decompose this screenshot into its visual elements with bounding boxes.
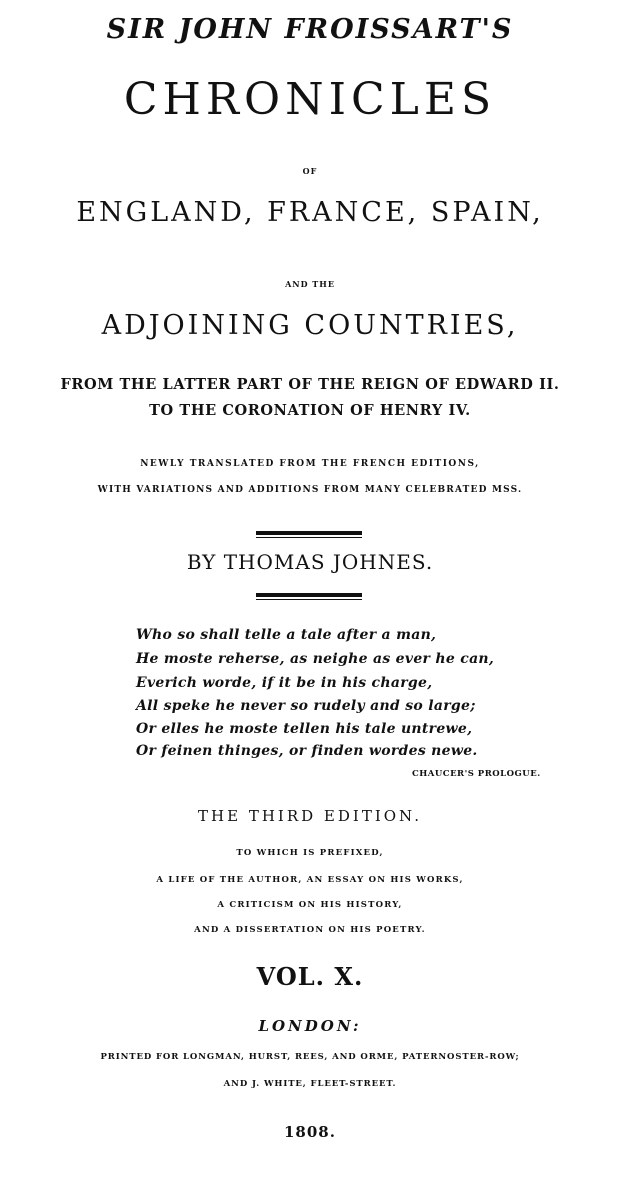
printer-line-1: PRINTED FOR LONGMAN, HURST, REES, AND ORME, PATERNOSTER-ROW;	[100, 1052, 520, 1062]
period-line-1: FROM THE LATTER PART OF THE REIGN OF EDWARD II.	[60, 376, 560, 393]
adjoining-countries-line: ADJOINING COUNTRIES,	[101, 310, 519, 341]
of-word: OF	[302, 166, 318, 176]
prefix-line: A CRITICISM ON HIS HISTORY,	[217, 900, 403, 910]
publication-year: 1808.	[284, 1123, 336, 1141]
countries-line: ENGLAND, FRANCE, SPAIN,	[76, 197, 544, 228]
verse-line: Who so shall telle a tale after a man,	[136, 627, 437, 643]
verse-line: Or elles he moste tellen his tale untrewe,	[136, 721, 473, 737]
main-title: CHRONICLES	[123, 74, 497, 125]
prefix-line: TO WHICH IS PREFIXED,	[236, 848, 384, 858]
printer-line-2: AND J. WHITE, FLEET-STREET.	[223, 1079, 397, 1089]
byline: BY THOMAS JOHNES.	[186, 550, 434, 574]
verse-line: All speke he never so rudely and so large;	[136, 698, 476, 714]
period-line-2: TO THE CORONATION OF HENRY IV.	[149, 402, 471, 419]
volume-label: VOL. X.	[256, 962, 364, 991]
verse-line: He moste reherse, as neighe as ever he can,	[136, 651, 495, 667]
edition-line: THE THIRD EDITION.	[198, 807, 422, 825]
prefix-line: AND A DISSERTATION ON HIS POETRY.	[194, 925, 426, 935]
and-the-word: AND THE	[285, 279, 335, 289]
verse-attribution: CHAUCER'S PROLOGUE.	[412, 769, 541, 779]
verse-line: Or feinen thinges, or finden wordes newe.	[136, 743, 478, 759]
prefix-line: A LIFE OF THE AUTHOR, AN ESSAY ON HIS WORKS,	[156, 875, 464, 885]
author-title: SIR JOHN FROISSART'S	[106, 14, 514, 45]
double-rule-bottom	[256, 593, 362, 600]
verse-line: Everich worde, if it be in his charge,	[136, 675, 433, 691]
publication-place: LONDON:	[258, 1017, 362, 1035]
translation-line-2: WITH VARIATIONS AND ADDITIONS FROM MANY CELEBRATED MSS.	[97, 485, 523, 495]
translation-line-1: NEWLY TRANSLATED FROM THE FRENCH EDITIONS,	[140, 459, 480, 469]
double-rule-top	[256, 531, 362, 538]
